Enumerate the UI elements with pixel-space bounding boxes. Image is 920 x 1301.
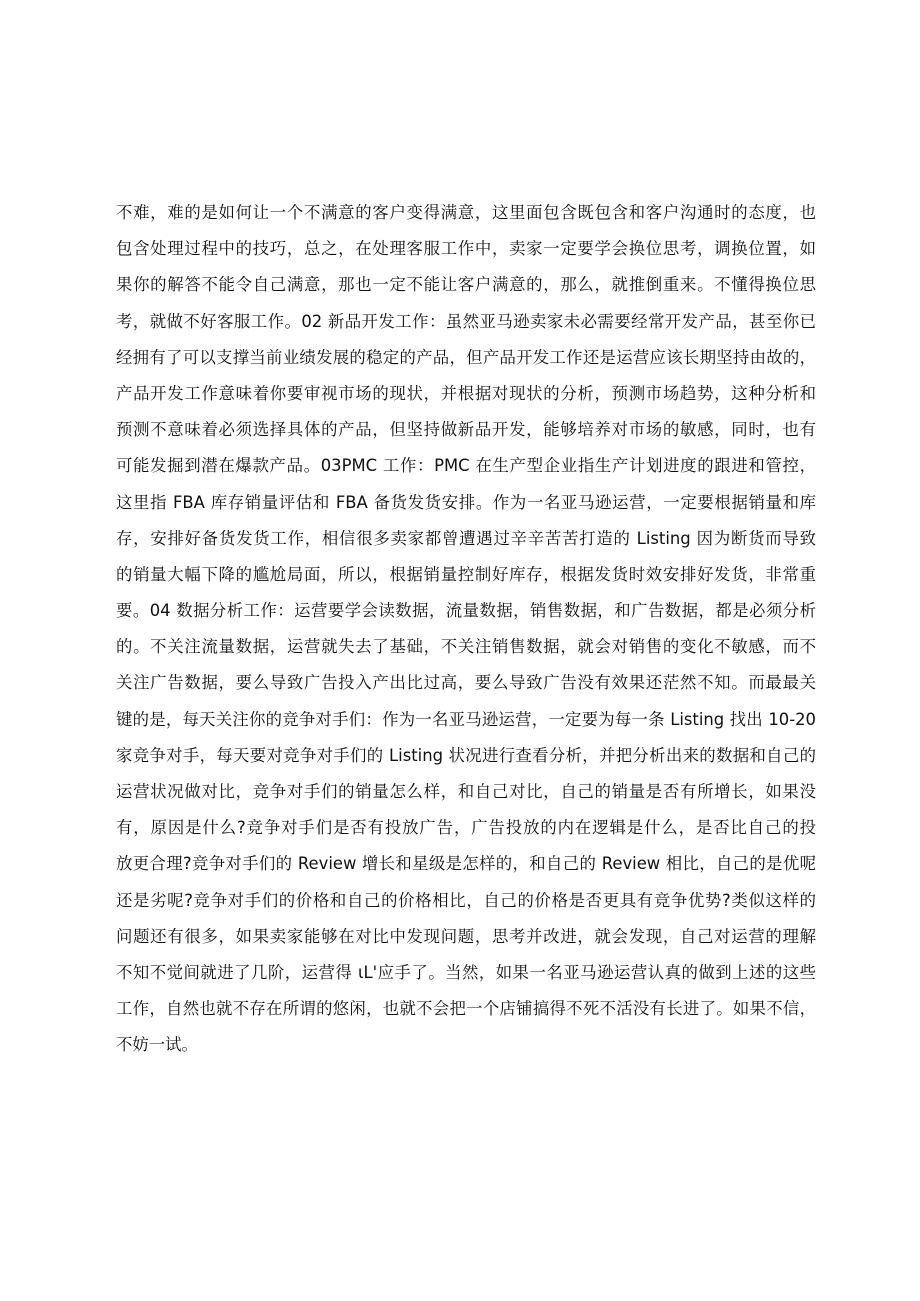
text-line: 运营状况做对比，竞争对手们的销量怎么样，和自己对比，自己的销量是否有所增长，如果没 [116,782,816,801]
text-line: 还是劣呢?竞争对手们的价格和自己的价格相比，自己的价格是否更具有竞争优势?类似这样的 [116,890,816,910]
text-line: 这里指 FBA 库存销量评估和 FBA 备货发货安排。作为一名亚马逊运营，一定要根据销量和库 [116,492,816,512]
text-line: 产品开发工作意味着你要审视市场的现状，并根据对现状的分析，预测市场趋势，这种分析和 [116,383,816,403]
body-paragraph [116,195,816,1064]
text-line: 关注广告数据，要么导致广告投入产出比过高，要么导致广告没有效果还茫然不知。而最最关 [116,673,816,693]
text-line: 键的是，每天关注你的竞争对手们：作为一名亚马逊运营，一定要为每一条 Listing 找出 10-20 [116,709,816,729]
text-line: 考，就做不好客服工作。02 新品开发工作：虽然亚马逊卖家未必需要经常开发产品，甚至你已 [116,311,816,331]
text-line: 问题还有很多，如果卖家能够在对比中发现问题，思考并改进，就会发现，自己对运营的理解 [116,926,816,946]
text-line: 经拥有了可以支撑当前业绩发展的稳定的产品，但产品开发工作还是运营应该长期坚持由故的， [116,347,816,367]
text-line: 家竞争对手，每天要对竞争对手们的 Listing 状况进行查看分析，并把分析出来的数据和自己的 [116,745,816,765]
text-line: 预测不意味着必须选择具体的产品，但坚持做新品开发，能够培养对市场的敏感，同时，也有 [116,420,816,440]
text-line: 的。不关注流量数据，运营就失去了基础，不关注销售数据，就会对销售的变化不敏感，而不 [116,637,816,657]
text-line: 放更合理?竞争对手们的 Review 增长和星级是怎样的，和自己的 Review 相比，自己的是优呢 [116,854,816,874]
text-line: 可能发掘到潜在爆款产品。03PMC 工作：PMC 在生产型企业指生产计划进度的跟进和管控， [116,456,816,476]
text-line: 工作，自然也就不存在所谓的悠闲，也就不会把一个店铺搞得不死不活没有长进了。如果不信， [116,999,816,1019]
text-line: 不难，难的是如何让一个不满意的客户变得满意，这里面包含既包含和客户沟通时的态度，也 [116,203,816,222]
text-line: 不知不觉间就进了几阶，运营得 ιL'应手了。当然，如果一名亚马逊运营认真的做到上述的这些 [116,962,816,982]
text-line-last: 不妨一试。 [116,1035,198,1055]
text-line: 的销量大幅下降的尴尬局面，所以，根据销量控制好库存，根据发货时效安排好发货，非常重 [116,564,816,584]
text-line: 包含处理过程中的技巧，总之，在处理客服工作中，卖家一定要学会换位思考，调换位置，如 [116,239,816,259]
text-line: 要。04 数据分析工作：运营要学会读数据，流量数据，销售数据，和广告数据，都是必须分析 [116,601,816,621]
text-line: 果你的解答不能令自己满意，那也一定不能让客户满意的，那么，就推倒重来。不懂得换位思 [116,275,816,295]
text-line: 存，安排好备货发货工作，相信很多卖家都曾遭遇过辛辛苦苦打造的 Listing 因为断货而导致 [116,528,816,548]
text-line: 有，原因是什么?竞争对手们是否有投放广告，广告投放的内在逻辑是什么，是否比自己的投 [116,818,816,838]
